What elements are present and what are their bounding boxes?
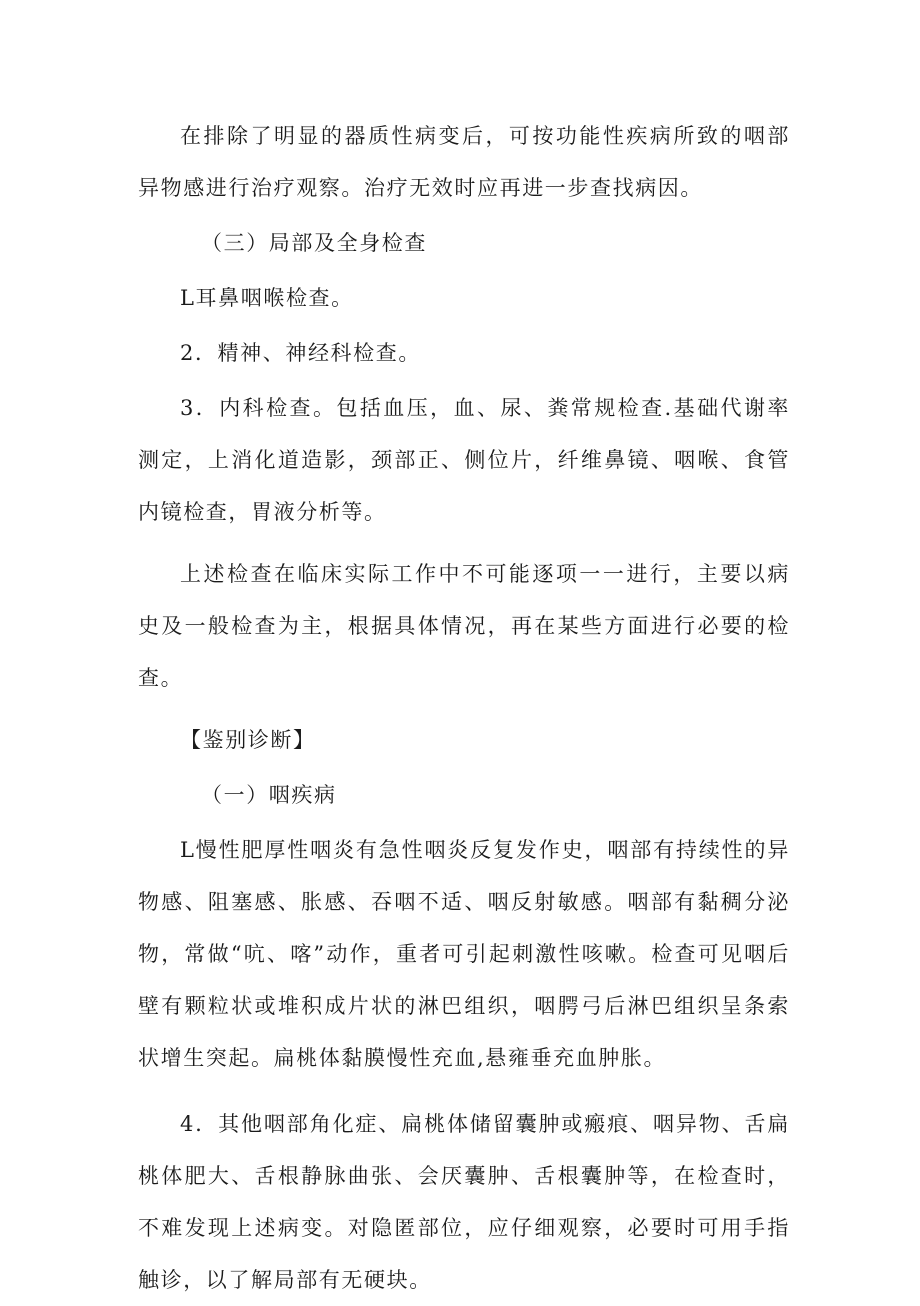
section-heading-differential: 【鉴别诊断】 (180, 728, 316, 752)
list-item-other-pharynx: 4．其他咽部角化症、扁桃体储留囊肿或瘢痕、咽异物、舌扁桃体肥大、舌根静脉曲张、会厌囊肿、舌根囊肿等，在检查时，不难发现上述病变。对隐匿部位，应仔细观察，必要时可用手指触诊，以了解局部有无硬块。 (138, 1112, 790, 1292)
list-item-internal-exam: 3．内科检查。包括血压，血、尿、粪常规检查.基础代谢率测定，上消化道造影，颈部正、侧位片，纤维鼻镜、咽喉、食管内镜检查，胃液分析等。 (138, 396, 790, 524)
paragraph-exam-summary: 上述检查在临床实际工作中不可能逐项一一进行，主要以病史及一般检查为主，根据具体情况，再在某些方面进行必要的检查。 (138, 562, 790, 690)
subsection-heading-pharynx: （一）咽疾病 (201, 783, 337, 807)
list-item-ent-exam: L耳鼻咽喉检查。 (180, 286, 354, 310)
paragraph-treatment-observation: 在排除了明显的器质性病变后，可按功能性疾病所致的咽部异物感进行治疗观察。治疗无效时应再进一步查找病因。 (138, 124, 790, 200)
document-body (138, 110, 790, 1306)
list-item-chronic-pharyngitis: L慢性肥厚性咽炎有急性咽炎反复发作史，咽部有持续性的异物感、阻塞感、胀感、吞咽不适、咽反射敏感。咽部有黏稠分泌物，常做“吭、喀”动作，重者可引起刺激性咳嗽。检查可见咽后壁有颗粒状或堆积成片状的淋巴组织，咽腭弓后淋巴组织呈条索状增生突起。扁桃体黏膜慢性充血,悬雍垂充血肿胀。 (138, 838, 790, 1070)
list-item-neuro-exam: 2．精神、神经科检查。 (180, 341, 421, 365)
section-heading-local-exam: （三）局部及全身检查 (201, 231, 427, 255)
